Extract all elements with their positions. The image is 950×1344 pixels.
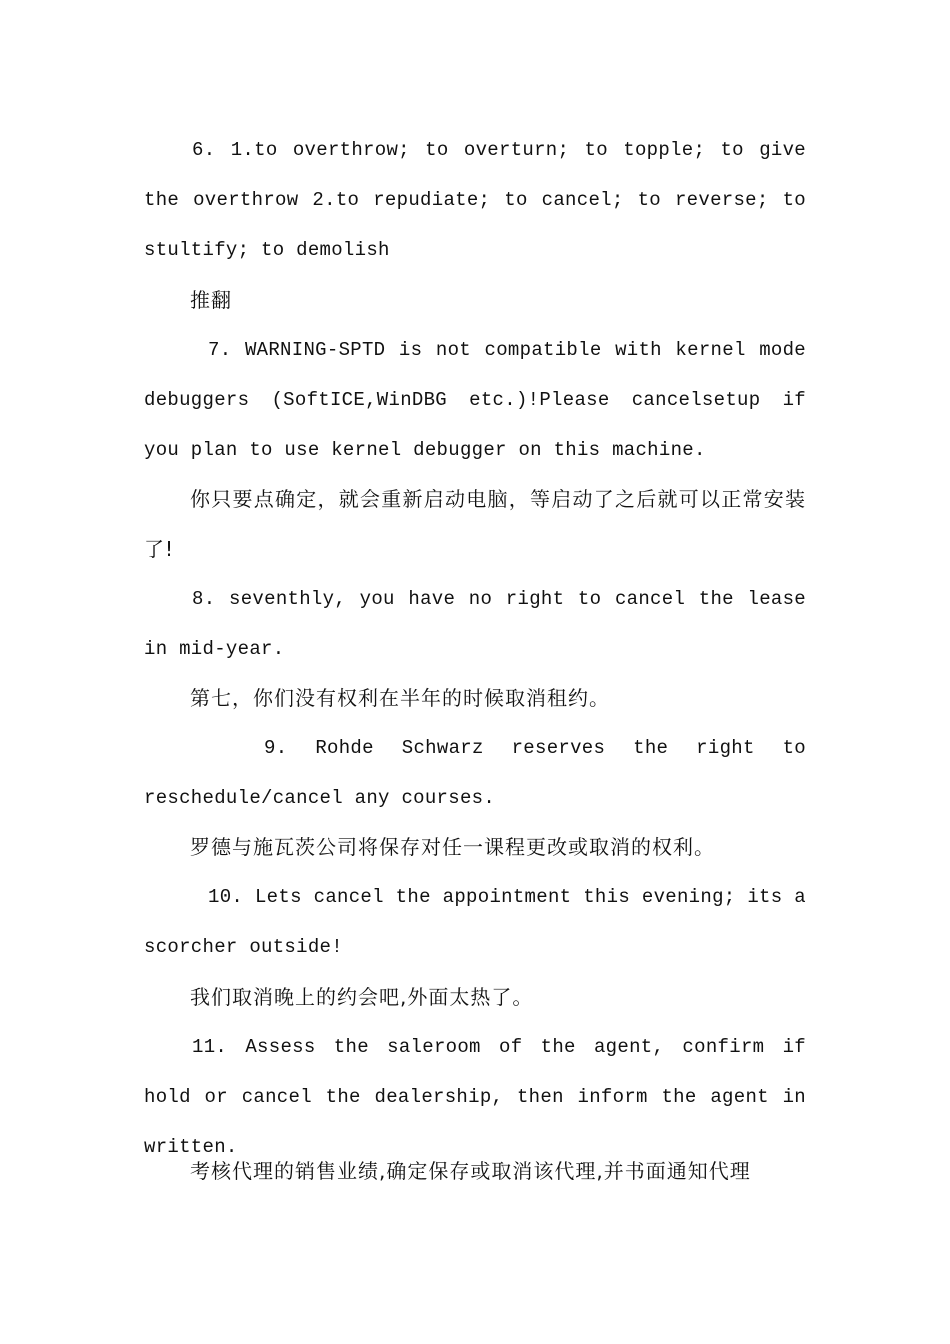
entry-8-chinese: 第七，你们没有权利在半年的时候取消租约。 <box>190 686 610 710</box>
entry-11-english: 11. Assess the saleroom of the agent, confirm if hold or cancel the dealership, then inform the agent in written. <box>144 1036 806 1158</box>
entry-6-english: 6. 1.to overthrow; to overturn; to topple; to give the overthrow 2.to repudiate; to cancel; to reverse; to stultify; to demolish <box>144 139 806 261</box>
entry-9-chinese: 罗德与施瓦茨公司将保存对任一课程更改或取消的权利。 <box>190 835 715 859</box>
entry-10-english: 10. Lets cancel the appointment this evening; its a scorcher outside! <box>144 886 806 958</box>
entry-7-chinese: 你只要点确定，就会重新启动电脑，等启动了之后就可以正常安装了! <box>144 487 806 561</box>
entry-11-chinese: 考核代理的销售业绩,确定保存或取消该代理,并书面通知代理 <box>190 1159 751 1183</box>
entry-9-english: 9. Rohde Schwarz reserves the right to reschedule/cancel any courses. <box>144 737 806 809</box>
entry-10-chinese: 我们取消晚上的约会吧,外面太热了。 <box>190 985 534 1009</box>
entry-6-chinese: 推翻 <box>190 288 232 312</box>
entry-8-english: 8. seventhly, you have no right to cancel the lease in mid-year. <box>144 588 806 660</box>
entry-7-english: 7. WARNING-SPTD is not compatible with kernel mode debuggers (SoftICE,WinDBG etc.)!Please cancelsetup if you plan to use kernel debugger on this machine. <box>144 339 806 461</box>
